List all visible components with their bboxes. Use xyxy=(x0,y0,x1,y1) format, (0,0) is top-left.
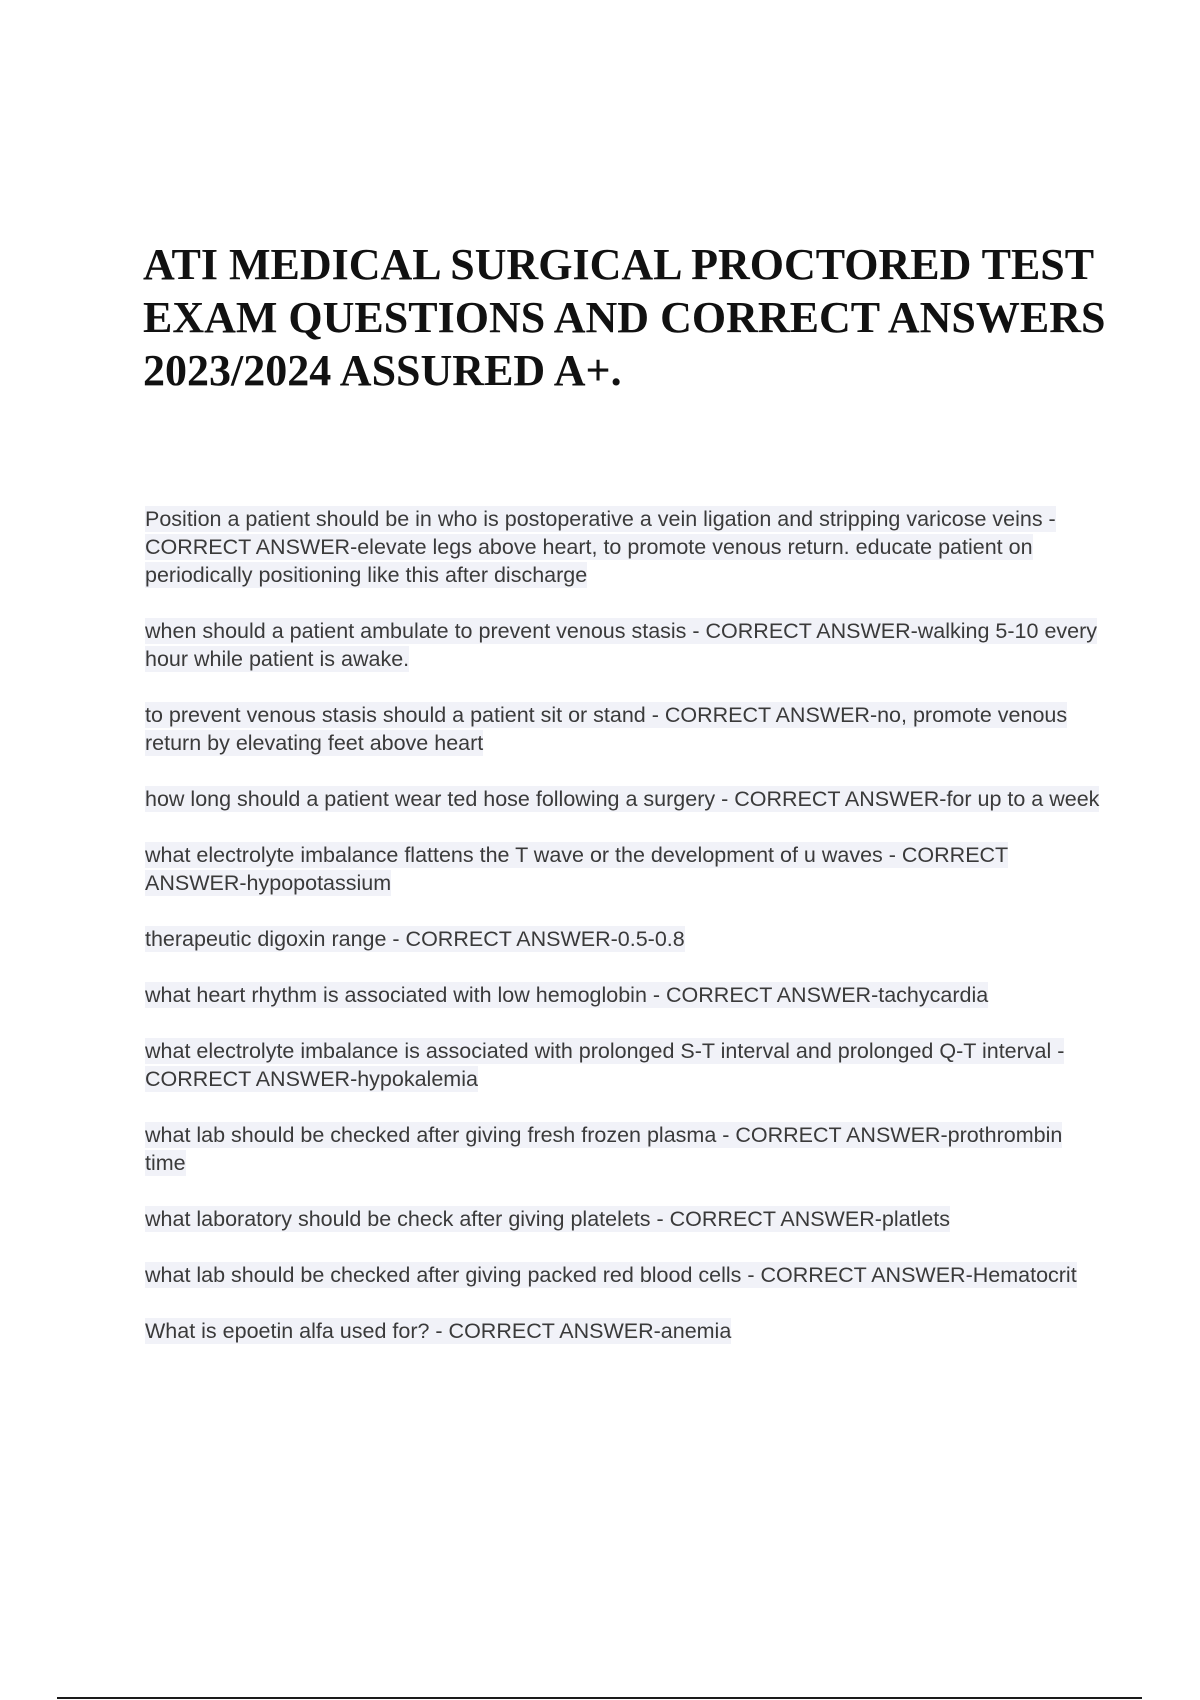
qa-item xyxy=(145,981,1105,1009)
qa-item xyxy=(145,1037,1105,1093)
qa-text: what electrolyte imbalance is associated with prolonged S-T interval and prolonged Q-T interval - CORRECT ANSWER-hypokalemia xyxy=(145,1039,1065,1091)
document-title: ATI MEDICAL SURGICAL PROCTORED TEST EXAM QUESTIONS AND CORRECT ANSWERS 2023/2024 ASSURED A+. xyxy=(143,240,1106,395)
qa-item xyxy=(145,841,1105,897)
qa-item xyxy=(145,1121,1105,1177)
qa-item xyxy=(145,925,1105,953)
qa-list xyxy=(145,505,1105,1373)
qa-item xyxy=(145,785,1105,813)
qa-text: how long should a patient wear ted hose following a surgery - CORRECT ANSWER-for up to a week xyxy=(145,787,1100,811)
qa-text: what heart rhythm is associated with low hemoglobin - CORRECT ANSWER-tachycardia xyxy=(145,983,989,1007)
qa-item xyxy=(145,617,1105,673)
qa-text: what electrolyte imbalance flattens the T wave or the development of u waves - CORRECT ANSWER-hypopotassium xyxy=(145,843,1009,895)
footer-divider xyxy=(57,1697,1142,1699)
qa-text: what lab should be checked after giving fresh frozen plasma - CORRECT ANSWER-prothrombin time xyxy=(145,1123,1063,1175)
qa-text: what lab should be checked after giving packed red blood cells - CORRECT ANSWER-Hematocrit xyxy=(145,1263,1077,1287)
qa-item xyxy=(145,505,1105,589)
qa-item xyxy=(145,1317,1105,1345)
qa-text: when should a patient ambulate to prevent venous stasis - CORRECT ANSWER-walking 5-10 every hour while patient is awake. xyxy=(145,619,1098,671)
qa-text: to prevent venous stasis should a patient sit or stand - CORRECT ANSWER-no, promote venous return by elevating feet above heart xyxy=(145,703,1068,755)
qa-text: Position a patient should be in who is postoperative a vein ligation and stripping varicose veins - CORRECT ANSWER-elevate legs above heart, to promote venous return. educate patient on periodically positioning like this after discharge xyxy=(145,507,1056,587)
qa-text: What is epoetin alfa used for? - CORRECT ANSWER-anemia xyxy=(145,1319,732,1343)
qa-item xyxy=(145,1205,1105,1233)
qa-item xyxy=(145,701,1105,757)
qa-item xyxy=(145,1261,1105,1289)
qa-text: therapeutic digoxin range - CORRECT ANSWER-0.5-0.8 xyxy=(145,927,685,951)
qa-text: what laboratory should be check after giving platelets - CORRECT ANSWER-platlets xyxy=(145,1207,951,1231)
